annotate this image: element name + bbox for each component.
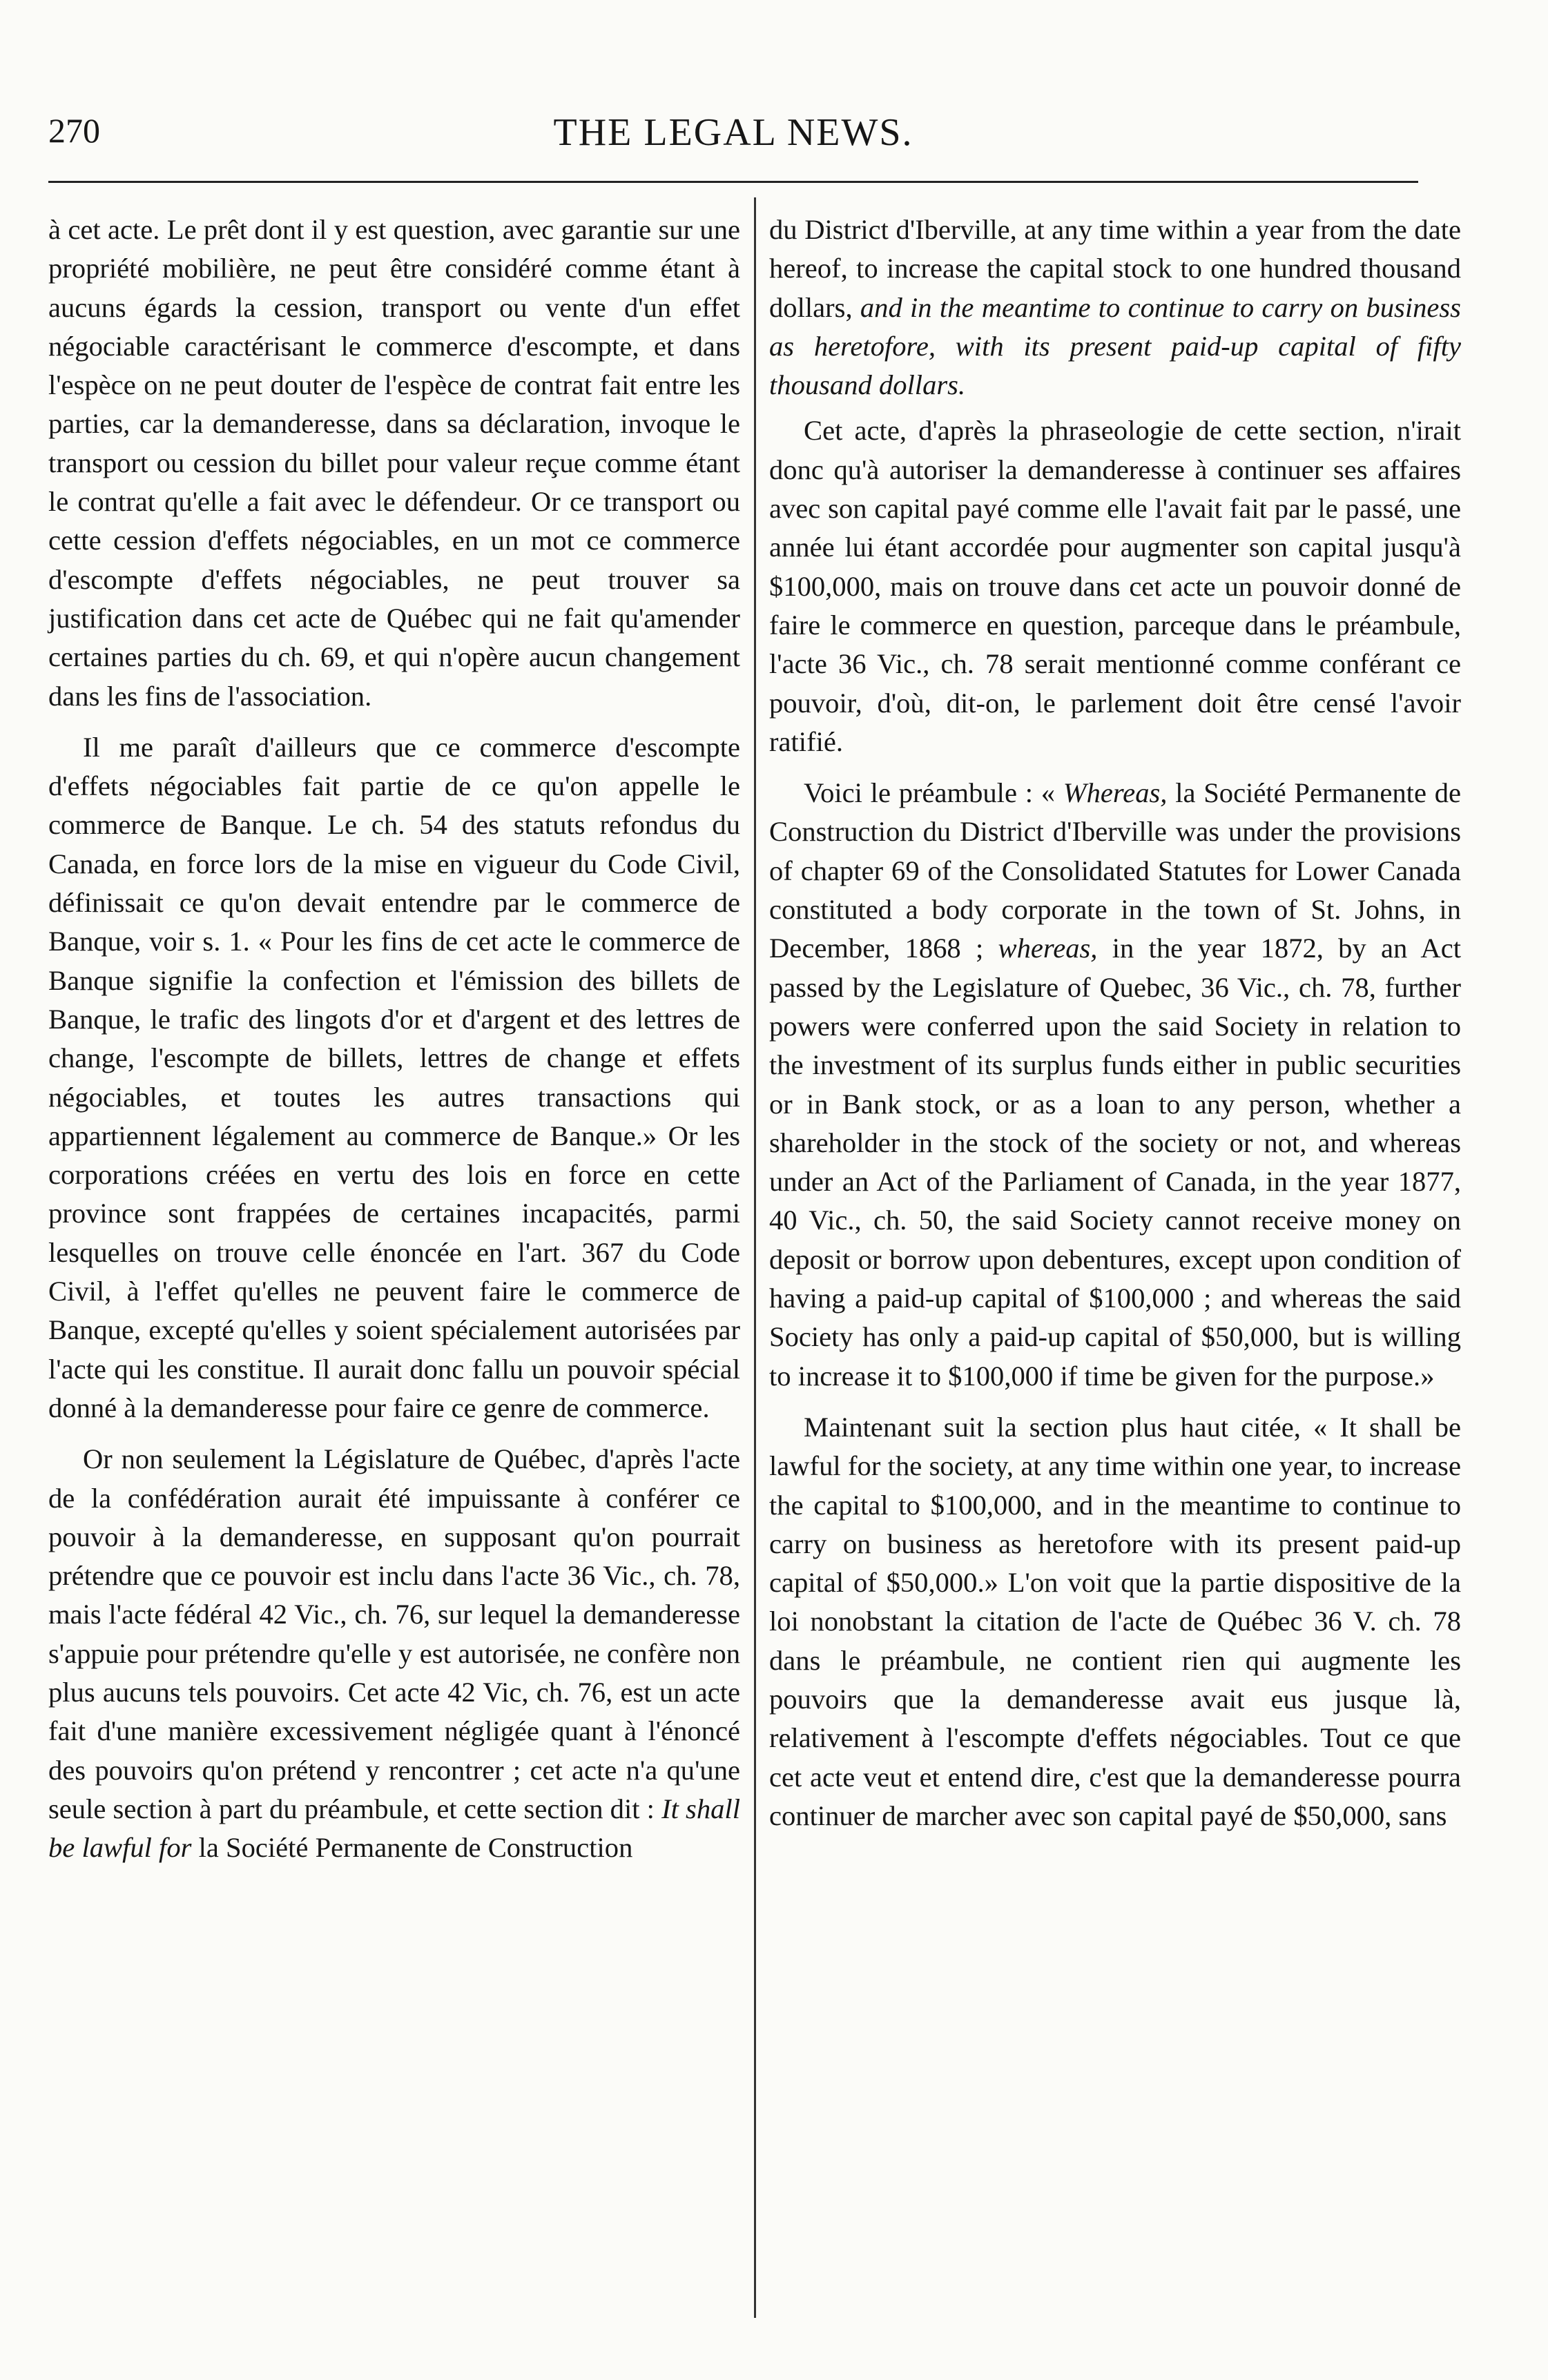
paragraph: Maintenant suit la section plus haut citée, « It shall be lawful for the society, at any time within one year, to increase the capital to $100,000, and in the meantime to continue to carry on business as heretofore with its present paid-up capital of $50,000.» L'on voit que la partie dispositive de la loi nonobstant la citation de l'acte de Québec 36 V. ch. 78 dans le préambule, ne contient rien qui augmente les pouvoirs que la demanderesse avait eus jusque là, relativement à l'escompte d'effets négociables. Tout ce que cet acte veut et entend dire, c'est que la demanderesse pourra continuer de marcher avec son capital payé de $50,000, sans (769, 1411, 1461, 1831)
italic-word: whereas, (998, 933, 1098, 964)
paragraph: Cet acte, d'après la phraseologie de cette section, n'irait donc qu'à autoriser la demanderesse à continuer ses affaires avec son capital payé comme elle l'avait fait par le passé, une année lui étant accordée pour augmenter son capital jusqu'à $100,000, mais on trouve dans cet acte un pouvoir donné de faire le commerce en question, parceque dans le préambule, l'acte 36 Vic., ch. 78 serait mentionné comme conférant ce pouvoir, d'où, dit-on, le parlement doit être censé l'avoir ratifié. (769, 415, 1461, 757)
paragraph (48, 1440, 740, 1867)
paragraph: à cet acte. Le prêt dont il y est question, avec garantie sur une propriété mobilière, ne peut être considéré comme étant à aucuns égards la cession, transport ou vente d'un effet négociable caractérisant le commerce d'escompte, et dans l'espèce on ne peut douter de l'espèce de contrat fait entre les parties, car la demanderesse, dans sa déclaration, invoque le transport ou cession du billet pour valeur reçue comme étant le contrat qu'elle a fait avec le défendeur. Or ce transport ou cette cession d'effets négociables, en un mot ce commerce d'escompte d'effets négociables, ne peut trouver sa justification dans cet acte de Québec qui ne fait qu'amender certaines parties du ch. 69, et qui n'opère aucun changement dans les fins de l'association. (48, 214, 740, 712)
paragraph (769, 211, 1461, 404)
italic-quote: and in the meantime to continue to carry on business as heretofore, with its present paid-up capital of fifty thousand dollars. (769, 291, 1461, 401)
paragraph-text: Voici le préambule : « (804, 777, 1056, 809)
header-rule (48, 181, 1418, 183)
page-number: 270 (48, 111, 100, 150)
right-column (769, 211, 1461, 1848)
column-divider (754, 197, 756, 2318)
paragraph-text: la Société Permanente de Construction (198, 1832, 633, 1864)
paragraph-text: in the year 1872, by an Act passed by the Legislature of Quebec, 36 Vic., ch. 78, further powers were conferred upon the said Society in relation to the investment of its surplus funds either in public securities or in Bank stock, or as a loan to any person, whether a shareholder in the stock of the society or not, and whereas under an Act of the Parliament of Canada, in the year 1877, 40 Vic., ch. 50, the said Society cannot receive money on deposit or borrow upon debentures, except upon condition of having a paid-up capital of $100,000 ; and whereas the said Society has only a paid-up capital of $50,000, but is willing to increase it to $100,000 if time be given for the purpose.» (769, 933, 1461, 1392)
paragraph-text: Or non seulement la Législature de Québec, d'après l'acte de la confédération aurait été impuissante à conférer ce pouvoir à la demanderesse, en supposant qu'on pourrait prétendre que ce pouvoir est inclu dans l'acte 36 Vic., ch. 78, mais l'acte fédéral 42 Vic., ch. 76, sur lequel la demanderesse s'appuie pour prétendre qu'elle y est autorisée, ne confère non plus aucuns tels pouvoirs. Cet acte 42 Vic, ch. 76, est un acte fait d'une manière excessivement négligée quant à l'énoncé des pouvoirs qu'on prétend y rencontrer ; cet acte n'a qu'une seule section à part du préambule, et cette section dit : (48, 1443, 740, 1824)
paragraph (769, 774, 1461, 1396)
paragraph-text: la Société Permanente de Construction du District d'Iberville was under the provisions of chapter 69 of the Consolidated Statutes for Lower Canada constituted a body corporate in the town of St. Johns, in December, 1868 ; (769, 777, 1462, 964)
left-column (48, 211, 740, 1880)
italic-quote: It shall be lawful for (48, 1793, 740, 1864)
running-title: THE LEGAL NEWS. (553, 111, 913, 154)
page-header (48, 105, 1418, 174)
italic-word: Whereas, (1063, 777, 1168, 809)
paragraph: Il me paraît d'ailleurs que ce commerce d'escompte d'effets négociables fait partie de ce qu'on appelle le commerce de Banque. Le ch. 54 des statuts refondus du Canada, en force lors de la mise en vigueur du Code Civil, définissait ce qu'on devait entendre par le commerce de Banque, voir s. 1. « Pour les fins de cet acte le commerce de Banque signifie la confection et l'émission des billets de Banque, le trafic des lingots d'or et d'argent et des lettres de change, l'escompte de billets, lettres de change et effets négociables, et toutes les autres transactions qui appartiennent légalement au commerce de Banque.» Or les corporations créées en vertu des lois en force en cette province sont frappées de certaines incapacités, parmi lesquelles on trouve celle énoncée en l'art. 367 du Code Civil, à l'effet qu'elles ne peuvent faire le commerce de Banque, excepté qu'elles y soient spécialement autorisées par l'acte qui les constitue. Il aurait donc fallu un pouvoir spécial donné à la demanderesse pour faire ce genre de commerce. (48, 731, 740, 1423)
paragraph-text: du District d'Iberville, at any time within a year from the date hereof, to increase the capital stock to one hundred thousand dollars, (769, 214, 1461, 323)
